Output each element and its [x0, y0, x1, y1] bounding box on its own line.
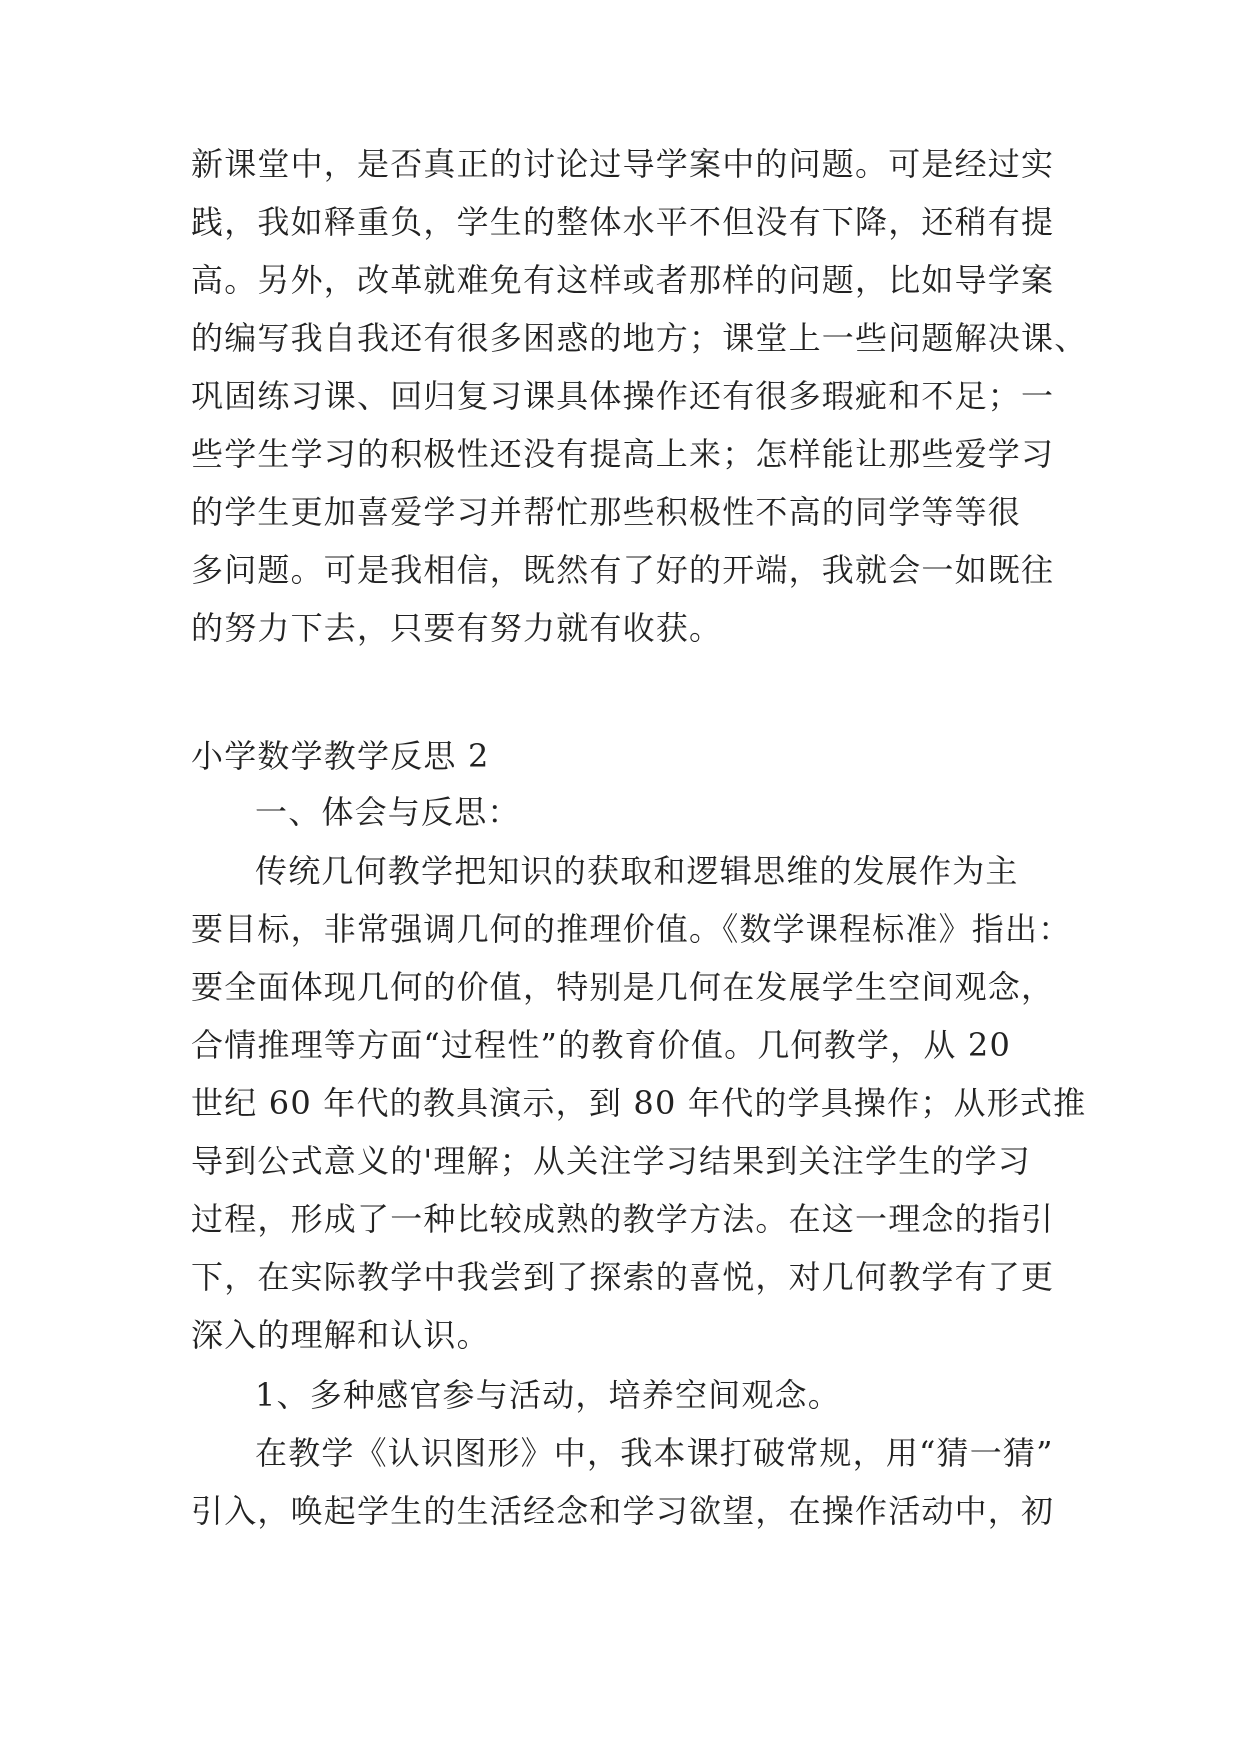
paragraph-1-line-6: 些学生学习的积极性还没有提高上来；怎样能让那些爱学习	[191, 435, 1055, 473]
paragraph-3-line-1: 在教学《认识图形》中，我本课打破常规，用“猜一猜”	[255, 1434, 1054, 1472]
paragraph-1-line-3: 高。另外，改革就难免有这样或者那样的问题，比如导学案	[191, 261, 1055, 299]
paragraph-2-line-3: 要全面体现几何的价值，特别是几何在发展学生空间观念，	[191, 968, 1055, 1006]
paragraph-2-line-4: 合情推理等方面“过程性”的教育价值。几何教学，从 20	[191, 1026, 1012, 1064]
paragraph-2-line-2: 要目标，非常强调几何的推理价值。《数学课程标准》指出：	[191, 910, 1072, 948]
paragraph-1-line-5: 巩固练习课、回归复习课具体操作还有很多瑕疵和不足；一	[191, 377, 1055, 415]
paragraph-1-line-7: 的学生更加喜爱学习并帮忙那些积极性不高的同学等等很	[191, 493, 1022, 531]
paragraph-2-line-1: 传统几何教学把知识的获取和逻辑思维的发展作为主	[255, 852, 1019, 890]
paragraph-1-line-2: 践，我如释重负，学生的整体水平不但没有下降，还稍有提	[191, 203, 1055, 241]
paragraph-2-line-5: 世纪 60 年代的教具演示，到 80 年代的学具操作；从形式推	[191, 1084, 1087, 1122]
paragraph-1-line-8: 多问题。可是我相信，既然有了好的开端，我就会一如既往	[191, 551, 1055, 589]
subheading-1: 一、体会与反思：	[255, 793, 521, 831]
paragraph-2-line-6: 导到公式意义的'理解；从关注学习结果到关注学生的学习	[191, 1142, 1031, 1180]
paragraph-1-line-1: 新课堂中，是否真正的讨论过导学案中的问题。可是经过实	[191, 145, 1055, 183]
paragraph-2-line-7: 过程，形成了一种比较成熟的教学方法。在这一理念的指引	[191, 1200, 1055, 1238]
paragraph-2-line-9: 深入的理解和认识。	[191, 1316, 490, 1354]
paragraph-1-line-9: 的努力下去，只要有努力就有收获。	[191, 609, 723, 647]
section-title: 小学数学教学反思 2	[191, 737, 490, 775]
subheading-2: 1、多种感官参与活动，培养空间观念。	[255, 1376, 841, 1414]
paragraph-3-line-2: 引入，唤起学生的生活经念和学习欲望，在操作活动中，初	[191, 1492, 1055, 1530]
paragraph-2-line-8: 下，在实际教学中我尝到了探索的喜悦，对几何教学有了更	[191, 1258, 1055, 1296]
paragraph-1-line-4: 的编写我自我还有很多困惑的地方；课堂上一些问题解决课、	[191, 319, 1088, 357]
